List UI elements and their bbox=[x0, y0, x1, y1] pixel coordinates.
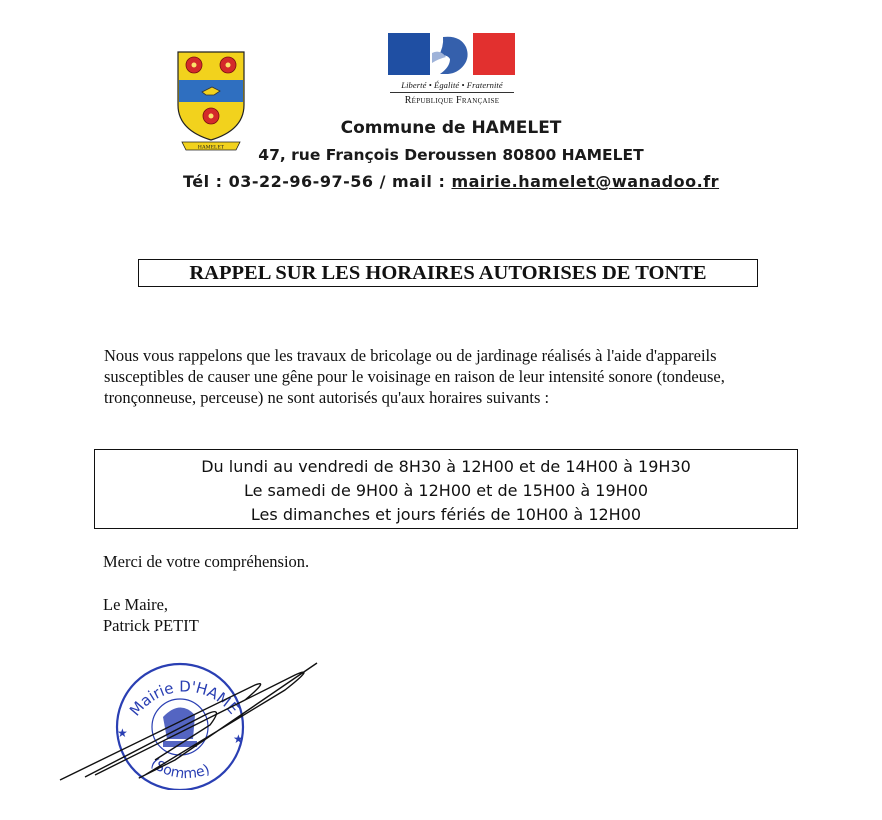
marianne-flag-icon bbox=[388, 33, 515, 75]
notice-title: RAPPEL SUR LES HORAIRES AUTORISES DE TONTE bbox=[138, 259, 758, 287]
signatory-title: Le Maire, bbox=[103, 595, 169, 614]
email-link[interactable]: mairie.hamelet@wanadoo.fr bbox=[451, 172, 720, 191]
svg-text:★: ★ bbox=[233, 732, 244, 746]
svg-text:★: ★ bbox=[117, 726, 128, 740]
hours-weekdays: Du lundi au vendredi de 8H30 à 12H00 et de 14H00 à 19H30 bbox=[201, 457, 691, 476]
hours-saturday: Le samedi de 9H00 à 12H00 et de 15H00 à 19H00 bbox=[243, 481, 649, 500]
intro-line: susceptibles de causer une gêne pour le voisinage en raison de leur intensité sonore (tondeuse, bbox=[104, 367, 725, 386]
mairie-stamp bbox=[55, 655, 325, 790]
intro-line: tronçonneuse, perceuse) ne sont autorisés qu'aux horaires suivants : bbox=[104, 388, 550, 407]
signatory-name: Patrick PETIT bbox=[103, 616, 199, 635]
phone-text: Tél : 03-22-96-97-56 / mail : bbox=[182, 172, 452, 191]
hours-sunday-holidays: Les dimanches et jours fériés de 10H00 à 12H00 bbox=[250, 505, 642, 524]
intro-line: Nous vous rappelons que les travaux de bricolage ou de jardinage réalisés à l'aide d'appareils bbox=[104, 346, 717, 365]
closing-text: Merci de votre compréhension. bbox=[103, 552, 310, 571]
logo-divider bbox=[390, 92, 514, 93]
svg-text:HAMELET: HAMELET bbox=[197, 144, 225, 151]
commune-address: 47, rue François Deroussen 80800 HAMELET bbox=[258, 146, 644, 164]
commune-name: Commune de HAMELET bbox=[340, 118, 562, 138]
republique-francaise-logo bbox=[388, 33, 516, 111]
stamp-bottom-text: (Somme) bbox=[147, 755, 213, 783]
stamp-top-text: Mairie D'HAME bbox=[125, 677, 243, 720]
republic-name: République Française bbox=[404, 95, 500, 106]
republic-motto: Liberté • Égalité • Fraternité bbox=[401, 80, 503, 90]
intro-paragraph bbox=[104, 345, 824, 408]
commune-contact bbox=[10, 172, 882, 191]
allowed-hours-box bbox=[94, 449, 798, 529]
